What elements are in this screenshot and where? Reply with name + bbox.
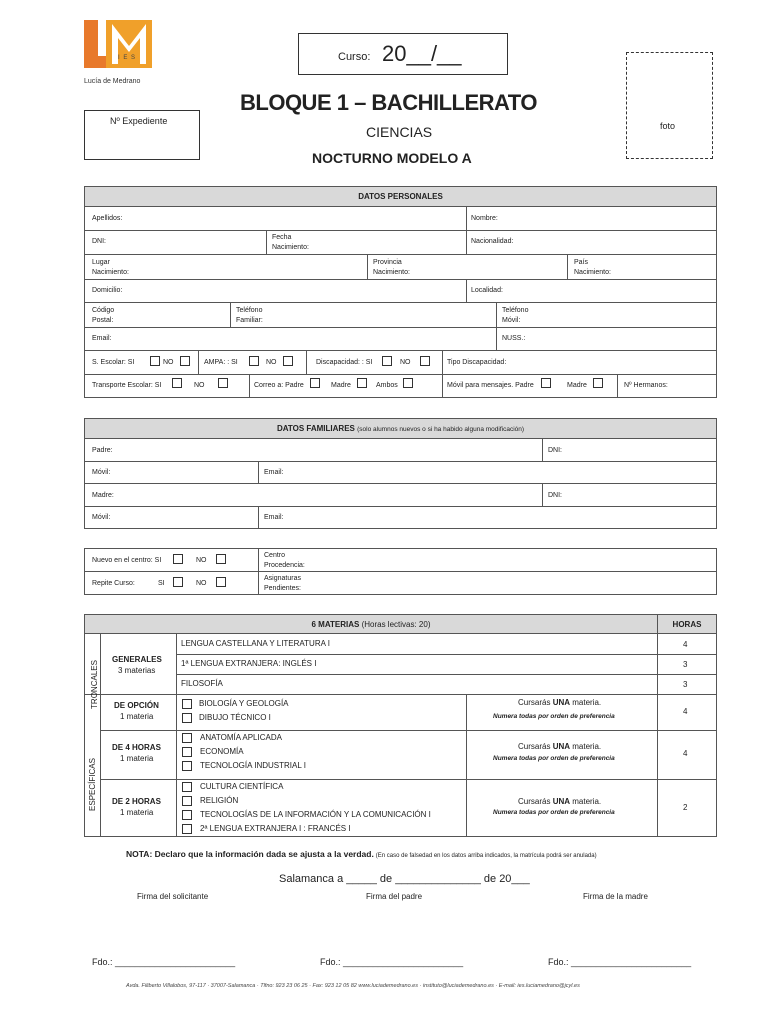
dos-hours: 2 — [683, 803, 688, 812]
cuatro-cursaras: Cursarás UNA materia. — [518, 742, 602, 751]
localidad-field[interactable]: Localidad: — [471, 287, 503, 294]
padre-field[interactable]: Padre: — [92, 447, 113, 454]
correo-padre-checkbox[interactable] — [310, 378, 320, 388]
nacionalidad-field[interactable]: Nacionalidad: — [471, 238, 514, 245]
cuatro-subject-1: ANATOMÍA APLICADA — [200, 733, 282, 742]
dos-checkbox-1[interactable] — [182, 782, 192, 792]
escolar-no-checkbox[interactable] — [180, 356, 190, 366]
repite-no-label: NO — [196, 580, 207, 587]
escolar-label: S. Escolar: SI — [92, 359, 135, 366]
firma-madre: Firma de la madre — [583, 892, 648, 901]
madre-dni-field[interactable]: DNI: — [548, 492, 562, 499]
transporte-si-checkbox[interactable] — [172, 378, 182, 388]
hermanos-field[interactable]: Nº Hermanos: — [624, 382, 668, 389]
repite-si-checkbox[interactable] — [173, 577, 183, 587]
telefono-familiar-field[interactable]: Teléfono Familiar: — [236, 307, 263, 324]
lugar-nacimiento-field[interactable]: Lugar Nacimiento: — [92, 259, 129, 276]
correo-madre-checkbox[interactable] — [357, 378, 367, 388]
dos-sub: 1 materia — [120, 808, 154, 817]
generales-hours-2: 3 — [683, 660, 688, 669]
generales-sub: 3 materias — [118, 666, 156, 675]
nombre-field[interactable]: Nombre: — [471, 215, 498, 222]
padre-email-field[interactable]: Email: — [264, 469, 284, 476]
personal-header: DATOS PERSONALES — [84, 186, 717, 207]
foto-box — [626, 52, 713, 159]
cuatro-checkbox-3[interactable] — [182, 761, 192, 771]
discapacidad-label: Discapacidad: : SI — [316, 359, 373, 366]
email-field[interactable]: Email: — [92, 335, 112, 342]
materias-header-note: (Horas lectivas: 20) — [361, 620, 431, 629]
logo-caption: Lucía de Medrano — [84, 78, 141, 85]
footer-address: Avda. Filiberto Villalobos, 97-117 · 37007-Salamanca · Tlfno: 923 23 06 25 · Fax: 923 12 05 82 www.luciademedrano.es · instituto@luciademedrano.es · E-mail: ies.luciamedrano@jcyl.es — [126, 983, 580, 989]
movil-madre-label: Madre — [567, 382, 587, 389]
especificas-label: ESPECÍFICAS — [87, 758, 97, 811]
movil-madre-checkbox[interactable] — [593, 378, 603, 388]
horas-header: HORAS — [657, 614, 717, 634]
curso-value: 20__/__ — [382, 41, 462, 66]
generales-subject-3: FILOSOFÍA — [181, 679, 223, 688]
escolar-no-label: NO — [163, 359, 174, 366]
fecha-nacimiento-field[interactable]: Fecha Nacimiento: — [272, 234, 309, 251]
dos-subject-4: 2ª LENGUA EXTRANJERA I : FRANCÉS I — [200, 824, 351, 833]
generales-subject-2: 1ª LENGUA EXTRANJERA: INGLÉS I — [181, 659, 317, 668]
pais-field[interactable]: País Nacimiento: — [574, 259, 611, 276]
cuatro-subject-3: TECNOLOGÍA INDUSTRIAL I — [200, 761, 306, 770]
discapacidad-no-checkbox[interactable] — [420, 356, 430, 366]
repite-si-label: SI — [158, 580, 165, 587]
dos-subject-2: RELIGIÓN — [200, 796, 239, 805]
nuevo-no-label: NO — [196, 557, 207, 564]
nuevo-centro-label: Nuevo en el centro: SI — [92, 557, 162, 564]
materias-section — [84, 614, 717, 837]
opcion-numera: Numera todas por orden de preferencia — [493, 713, 615, 720]
foto-label: foto — [660, 121, 676, 131]
transporte-no-label: NO — [194, 382, 205, 389]
correo-ambos-label: Ambos — [376, 382, 398, 389]
dni-field[interactable]: DNI: — [92, 238, 106, 245]
escolar-si-checkbox[interactable] — [150, 356, 160, 366]
materias-header — [84, 614, 658, 634]
ampa-no-checkbox[interactable] — [283, 356, 293, 366]
tipo-discapacidad-field[interactable]: Tipo Discapacidad: — [447, 359, 507, 366]
dos-subject-1: CULTURA CIENTÍFICA — [200, 782, 284, 791]
page-subtitle: CIENCIAS — [366, 124, 433, 140]
page-subtitle-2: NOCTURNO MODELO A — [312, 150, 472, 166]
generales-title: GENERALES — [112, 655, 162, 664]
dos-checkbox-3[interactable] — [182, 810, 192, 820]
generales-subject-1: LENGUA CASTELLANA Y LITERATURA I — [181, 639, 330, 648]
fdo-madre[interactable]: Fdo.: ________________________ — [548, 957, 692, 967]
curso-label: Curso: — [338, 51, 371, 63]
dos-subject-3: TECNOLOGÍAS DE LA INFORMACIÓN Y LA COMUNICACIÓN I — [200, 810, 431, 819]
cuatro-checkbox-2[interactable] — [182, 747, 192, 757]
opcion-hours: 4 — [683, 707, 688, 716]
padre-dni-field[interactable]: DNI: — [548, 447, 562, 454]
cuatro-numera: Numera todas por orden de preferencia — [493, 755, 615, 762]
opcion-sub: 1 materia — [120, 712, 154, 721]
opcion-subject-2: DIBUJO TÉCNICO I — [199, 713, 271, 722]
cuatro-subject-2: ECONOMÍA — [200, 747, 244, 756]
movil-mensajes-label: Móvil para mensajes. Padre — [447, 382, 534, 389]
firma-solicitante: Firma del solicitante — [137, 892, 209, 901]
provincia-field[interactable]: Provincia Nacimiento: — [373, 259, 410, 276]
expediente-label: Nº Expediente — [110, 116, 168, 126]
ampa-label: AMPA: : SI — [204, 359, 238, 366]
codigo-postal-field[interactable]: Código Postal: — [92, 307, 115, 324]
cuatro-sub: 1 materia — [120, 754, 154, 763]
family-header-note: (solo alumnos nuevos o si ha habido alguna modificación) — [357, 426, 525, 433]
dos-cursaras: Cursarás UNA materia. — [518, 797, 602, 806]
personal-section — [84, 186, 717, 398]
opcion-subject-1: BIOLOGÍA Y GEOLOGÍA — [199, 699, 289, 708]
correo-label: Correo a: Padre — [254, 382, 304, 389]
opcion-cursaras: Cursarás UNA materia. — [518, 698, 602, 707]
fdo-padre[interactable]: Fdo.: ________________________ — [320, 957, 464, 967]
centro-procedencia-field[interactable]: Centro Procedencia: — [264, 552, 305, 569]
school-logo — [84, 20, 154, 85]
apellidos-field[interactable]: Apellidos: — [92, 215, 123, 222]
dos-numera: Numera todas por orden de preferencia — [493, 809, 615, 816]
repite-no-checkbox[interactable] — [216, 577, 226, 587]
correo-madre-label: Madre — [331, 382, 351, 389]
family-header — [84, 418, 717, 439]
nuevo-si-checkbox[interactable] — [173, 554, 183, 564]
page-title: BLOQUE 1 – BACHILLERATO — [240, 90, 537, 115]
madre-email-field[interactable]: Email: — [264, 514, 284, 521]
family-header-title: DATOS FAMILIARES — [276, 424, 355, 433]
opcion-title: DE OPCIÓN — [114, 701, 159, 710]
discapacidad-si-checkbox[interactable] — [382, 356, 392, 366]
telefono-movil-field[interactable]: Teléfono Móvil: — [502, 307, 529, 324]
dos-title: DE 2 HORAS — [112, 797, 161, 806]
declaration-note — [126, 849, 597, 859]
discapacidad-no-label: NO — [400, 359, 411, 366]
transporte-no-checkbox[interactable] — [218, 378, 228, 388]
logo-letters: I E S — [118, 55, 137, 61]
materias-header-title: 6 MATERIAS — [311, 620, 360, 629]
ampa-si-checkbox[interactable] — [249, 356, 259, 366]
nuevo-no-checkbox[interactable] — [216, 554, 226, 564]
fdo-solicitante[interactable]: Fdo.: ________________________ — [92, 957, 236, 967]
opcion-checkbox-2[interactable] — [182, 713, 192, 723]
opcion-checkbox-1[interactable] — [182, 699, 192, 709]
cuatro-checkbox-1[interactable] — [182, 733, 192, 743]
asignaturas-pendientes-field[interactable]: Asignaturas Pendientes: — [264, 575, 301, 592]
nuss-field[interactable]: NUSS.: — [502, 335, 526, 342]
lugar-fecha[interactable]: Salamanca a _____ de ______________ de 20___ — [279, 873, 530, 885]
dos-checkbox-2[interactable] — [182, 796, 192, 806]
madre-field[interactable]: Madre: — [92, 492, 114, 499]
padre-movil-field[interactable]: Móvil: — [92, 469, 111, 476]
generales-hours-3: 3 — [683, 680, 688, 689]
cuatro-hours: 4 — [683, 749, 688, 758]
firma-padre: Firma del padre — [366, 892, 423, 901]
movil-padre-checkbox[interactable] — [541, 378, 551, 388]
madre-movil-field[interactable]: Móvil: — [92, 514, 111, 521]
domicilio-field[interactable]: Domicilio: — [92, 287, 123, 294]
correo-ambos-checkbox[interactable] — [403, 378, 413, 388]
generales-hours-1: 4 — [683, 640, 688, 649]
transporte-label: Transporte Escolar: SI — [92, 382, 162, 389]
declaration-bold: NOTA: Declaro que la información dada se ajusta a la verdad. — [126, 849, 374, 859]
dos-checkbox-4[interactable] — [182, 824, 192, 834]
cuatro-title: DE 4 HORAS — [112, 743, 161, 752]
repite-label: Repite Curso: — [92, 580, 135, 587]
ampa-no-label: NO — [266, 359, 277, 366]
declaration-small: (En caso de falsedad en los datos arriba indicados, la matrícula podrá ser anulada) — [375, 853, 597, 859]
troncales-label: TRONCALES — [89, 660, 99, 709]
